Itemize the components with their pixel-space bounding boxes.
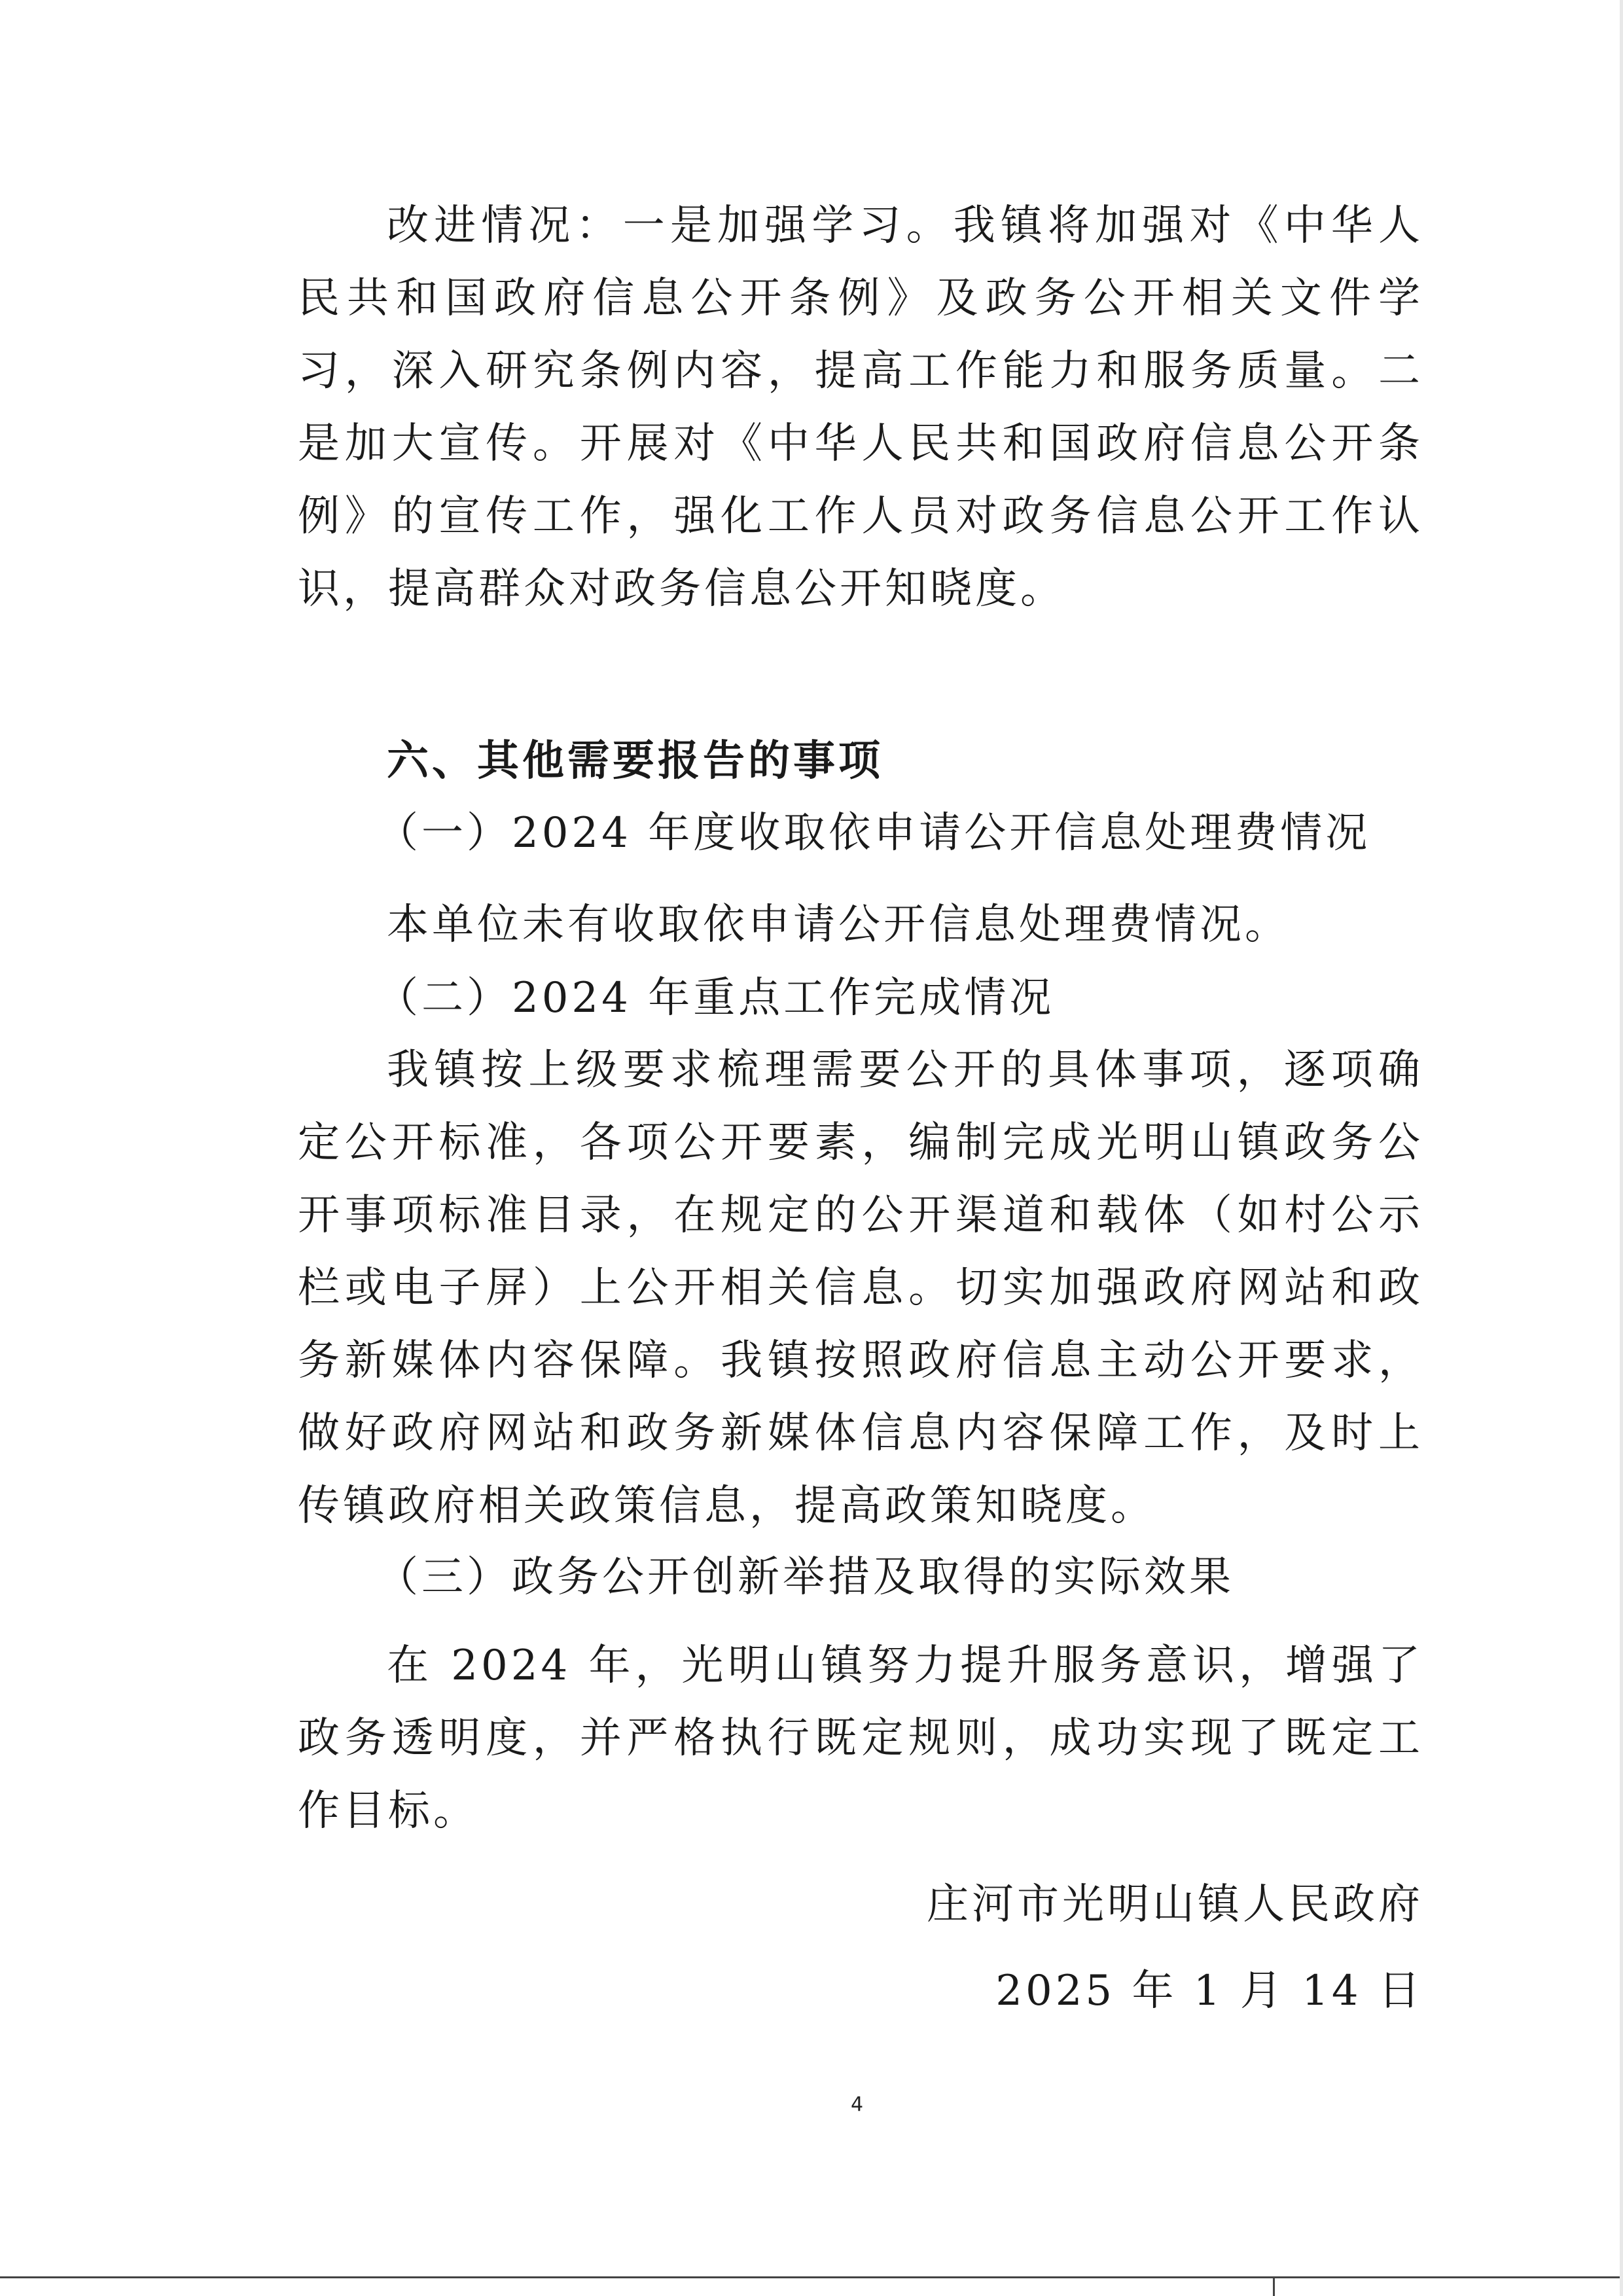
sub3-heading-block — [298, 1541, 1423, 1614]
sub2-body-block — [298, 1034, 1423, 1543]
bottom-border-line — [0, 2276, 1623, 2278]
sub2-heading-block — [298, 962, 1423, 1035]
improvement-paragraph-block — [298, 190, 1423, 626]
improvement-paragraph: 改进情况：一是加强学习。我镇将加强对《中华人民共和国政府信息公开条例》及政务公开相关文件学习，深入研究条例内容，提高工作能力和服务质量。二是加大宣传。开展对《中华人民共和国政府信息公开条例》的宣传工作，强化工作人员对政务信息公开工作认识，提高群众对政务信息公开知晓度。 — [298, 202, 1423, 613]
section6-heading-block — [298, 725, 1423, 798]
sub1-heading: （一）2024 年度收取依申请公开信息处理费情况 — [376, 809, 1371, 857]
signature-organization: 庄河市光明山镇人民政府 — [927, 1880, 1423, 1929]
page-number: 4 — [851, 2093, 864, 2116]
sub1-heading-block — [298, 797, 1423, 870]
sub1-body-block — [298, 889, 1423, 961]
scan-edge-shadow — [1620, 0, 1623, 2296]
sub3-body-block — [298, 1630, 1423, 1848]
bottom-border-tick — [1273, 2276, 1275, 2296]
sub1-body: 本单位未有收取依申请公开信息处理费情况。 — [387, 901, 1290, 949]
sub2-heading: （二）2024 年重点工作完成情况 — [376, 974, 1055, 1022]
sub2-body: 我镇按上级要求梳理需要公开的具体事项，逐项确定公开标准，各项公开要素，编制完成光明山镇政务公开事项标准目录，在规定的公开渠道和载体（如村公示栏或电子屏）上公开相关信息。切实加强政府网站和政务新媒体内容保障。我镇按照政府信息主动公开要求，做好政府网站和政务新媒体信息内容保障工作，及时上传镇政府相关政策信息，提高政策知晓度。 — [298, 1046, 1423, 1530]
signature-date: 2025 年 1 月 14 日 — [995, 1967, 1423, 2015]
section6-heading: 六、其他需要报告的事项 — [387, 737, 883, 785]
sub3-body: 在 2024 年，光明山镇努力提升服务意识，增强了政务透明度，并严格执行既定规则，成功实现了既定工作目标。 — [298, 1641, 1423, 1835]
sub3-heading: （三）政务公开创新举措及取得的实际效果 — [376, 1553, 1234, 1602]
